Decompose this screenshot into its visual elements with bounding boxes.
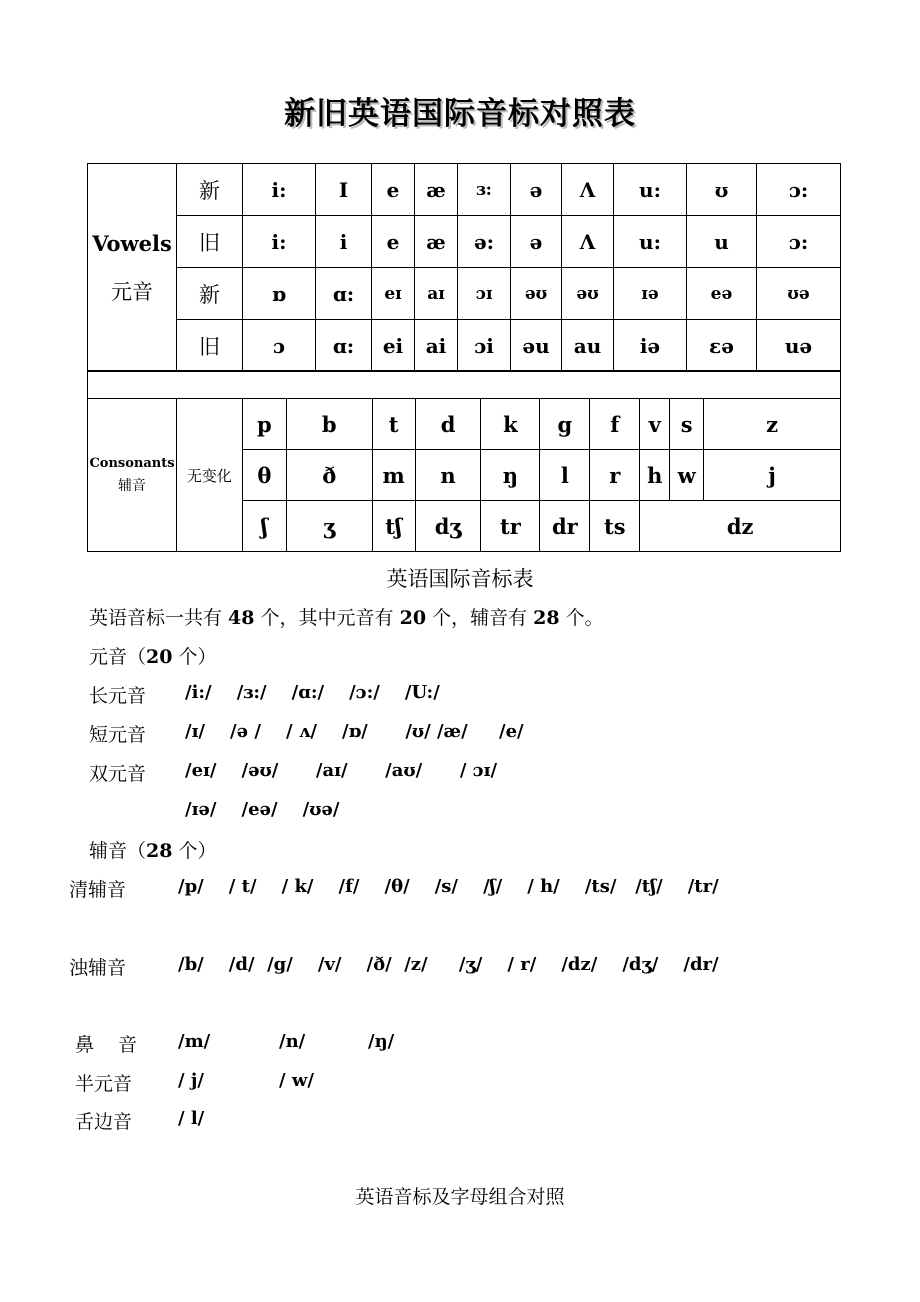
row-label-new: 新 — [177, 268, 243, 320]
vowel-cell: ɪə — [614, 268, 687, 320]
vowel-cell: Λ — [562, 216, 614, 268]
consonant-cell: θ — [242, 450, 286, 501]
long-vowels-list: /i:/ /ɜ:/ /ɑ:/ /ɔ:/ /U:/ — [185, 682, 440, 703]
vowel-cell: æ — [415, 164, 458, 216]
summary-text: 个。 — [559, 607, 604, 629]
vowel-cell: Λ — [562, 164, 614, 216]
consonant-cell: z — [704, 399, 841, 450]
consonant-cell: p — [242, 399, 286, 450]
vowel-cell: ɔi — [458, 320, 511, 372]
consonant-cell: d — [415, 399, 481, 450]
vowel-cell: ə — [511, 216, 562, 268]
vowel-cell: e — [372, 164, 415, 216]
vowel-cell: ɔɪ — [458, 268, 511, 320]
vowel-cell: u — [687, 216, 757, 268]
nasal-label: 鼻 音 — [75, 1034, 138, 1056]
consonant-table — [87, 398, 841, 552]
diphthongs-label: 双元音 — [89, 763, 147, 785]
nasal-item: /m/ — [178, 1031, 211, 1052]
semivowel-item: / j/ — [178, 1070, 204, 1091]
vowel-cell: i — [316, 216, 372, 268]
consonant-cell: dr — [540, 501, 590, 552]
consonant-cell: j — [704, 450, 841, 501]
section-suffix: 个） — [172, 840, 217, 862]
row-label-new: 新 — [177, 164, 243, 216]
row-label-old: 旧 — [177, 320, 243, 372]
consonant-cell: h — [640, 450, 670, 501]
section-label: 元音（ — [89, 646, 147, 668]
vowel-cell: ɒ — [243, 268, 316, 320]
vowel-cell: ʊ — [687, 164, 757, 216]
semivowel-item: / w/ — [279, 1070, 314, 1091]
section-label: 辅音（ — [89, 840, 147, 862]
vowel-cell: iə — [614, 320, 687, 372]
vowel-cell: ɑ: — [316, 268, 372, 320]
vowel-cell: ɜ: — [458, 164, 511, 216]
vowel-cell: ɔ — [243, 320, 316, 372]
consonant-cell: v — [640, 399, 670, 450]
voiced-label: 浊辅音 — [69, 957, 127, 979]
summary-text: 个，其中元音有 — [254, 607, 400, 629]
consonant-cell: b — [286, 399, 372, 450]
section-count: 28 — [146, 840, 173, 862]
lateral-item: / l/ — [178, 1108, 205, 1129]
vowel-cell: εə — [687, 320, 757, 372]
vowel-cell: au — [562, 320, 614, 372]
vowel-cell: ɑ: — [316, 320, 372, 372]
table-caption: 英语国际音标表 — [386, 567, 534, 591]
table-spacer-row — [87, 370, 841, 399]
nasal-item: /ŋ/ — [368, 1031, 395, 1052]
consonant-section-heading — [89, 836, 217, 863]
vowel-cell: e — [372, 216, 415, 268]
consonant-cell: ʒ — [286, 501, 372, 552]
vowel-cell: ai — [415, 320, 458, 372]
summary-total: 48 — [228, 607, 255, 629]
vowel-cell: əʊ — [562, 268, 614, 320]
consonant-cell: g — [540, 399, 590, 450]
vowel-cell: I — [316, 164, 372, 216]
voiceless-list: /p/ / t/ / k/ /f/ /θ/ /s/ /ʃ/ / h/ /ts/ /tʃ/ /tr/ — [178, 876, 719, 897]
vowel-cell: eɪ — [372, 268, 415, 320]
vowel-cell: uə — [757, 320, 841, 372]
voiced-list: /b/ /d/ /g/ /v/ /ð/ /z/ /ʒ/ / r/ /dz/ /dʒ/ /dr/ — [178, 954, 719, 975]
vowel-cell: ʊə — [757, 268, 841, 320]
consonant-cell: w — [670, 450, 704, 501]
summary-vowel-count: 20 — [399, 607, 427, 629]
vowels-header-en: Vowels — [92, 230, 172, 256]
consonant-cell: ts — [590, 501, 640, 552]
consonant-cell: tʃ — [372, 501, 415, 552]
consonant-cell: s — [670, 399, 704, 450]
diphthongs-list-2: /ɪə/ /eə/ /ʊə/ — [185, 799, 340, 820]
consonant-cell: dz — [640, 501, 841, 552]
consonant-cell: l — [540, 450, 590, 501]
section-count: 20 — [146, 646, 173, 668]
vowel-table — [87, 163, 841, 372]
summary-text: 个，辅音有 — [426, 607, 534, 629]
page-title: 新旧英语国际音标对照表 — [284, 96, 636, 132]
section-suffix: 个） — [172, 646, 217, 668]
summary-consonant-count: 28 — [533, 607, 560, 629]
consonant-cell: t — [372, 399, 415, 450]
vowels-header-cn: 元音 — [111, 279, 153, 304]
consonant-cell: dʒ — [415, 501, 481, 552]
short-vowels-label: 短元音 — [89, 724, 147, 746]
semivowel-label: 半元音 — [75, 1073, 133, 1095]
consonant-cell: tr — [481, 501, 540, 552]
vowel-cell: aɪ — [415, 268, 458, 320]
consonant-cell: ʃ — [242, 501, 286, 552]
consonant-cell: f — [590, 399, 640, 450]
summary-text: 英语音标一共有 — [89, 607, 229, 629]
consonant-cell: ð — [286, 450, 372, 501]
vowel-cell: ɔ: — [757, 164, 841, 216]
consonant-cell: ŋ — [481, 450, 540, 501]
vowel-cell: ei — [372, 320, 415, 372]
vowel-cell: ə — [511, 164, 562, 216]
vowel-cell: eə — [687, 268, 757, 320]
no-change-label: 无变化 — [176, 399, 242, 552]
vowel-cell: i: — [243, 164, 316, 216]
long-vowels-label: 长元音 — [89, 685, 147, 707]
nasal-item: /n/ — [279, 1031, 306, 1052]
vowel-cell: əu — [511, 320, 562, 372]
consonants-header-en: Consonants — [89, 456, 175, 471]
voiceless-label: 清辅音 — [69, 879, 127, 901]
vowel-cell: ɔ: — [757, 216, 841, 268]
consonant-cell: r — [590, 450, 640, 501]
consonants-header — [88, 399, 177, 552]
vowels-header — [88, 164, 177, 372]
footer-heading: 英语音标及字母组合对照 — [355, 1186, 565, 1208]
consonant-cell: m — [372, 450, 415, 501]
row-label-old: 旧 — [177, 216, 243, 268]
vowel-cell: æ — [415, 216, 458, 268]
consonant-cell: k — [481, 399, 540, 450]
vowel-cell: u: — [614, 164, 687, 216]
vowel-cell: u: — [614, 216, 687, 268]
short-vowels-list: /ɪ/ /ə / / ʌ/ /ɒ/ /ʊ/ /æ/ /e/ — [185, 721, 524, 742]
consonants-header-cn: 辅音 — [117, 478, 146, 494]
vowel-section-heading — [89, 642, 217, 669]
diphthongs-list: /eɪ/ /əʊ/ /aɪ/ /aʊ/ / ɔɪ/ — [185, 760, 498, 781]
vowel-cell: i: — [243, 216, 316, 268]
empty-cell — [88, 371, 841, 399]
consonant-cell: n — [415, 450, 481, 501]
lateral-label: 舌边音 — [75, 1111, 133, 1133]
vowel-cell: əʊ — [511, 268, 562, 320]
summary-line — [89, 603, 604, 630]
vowel-cell: ə: — [458, 216, 511, 268]
